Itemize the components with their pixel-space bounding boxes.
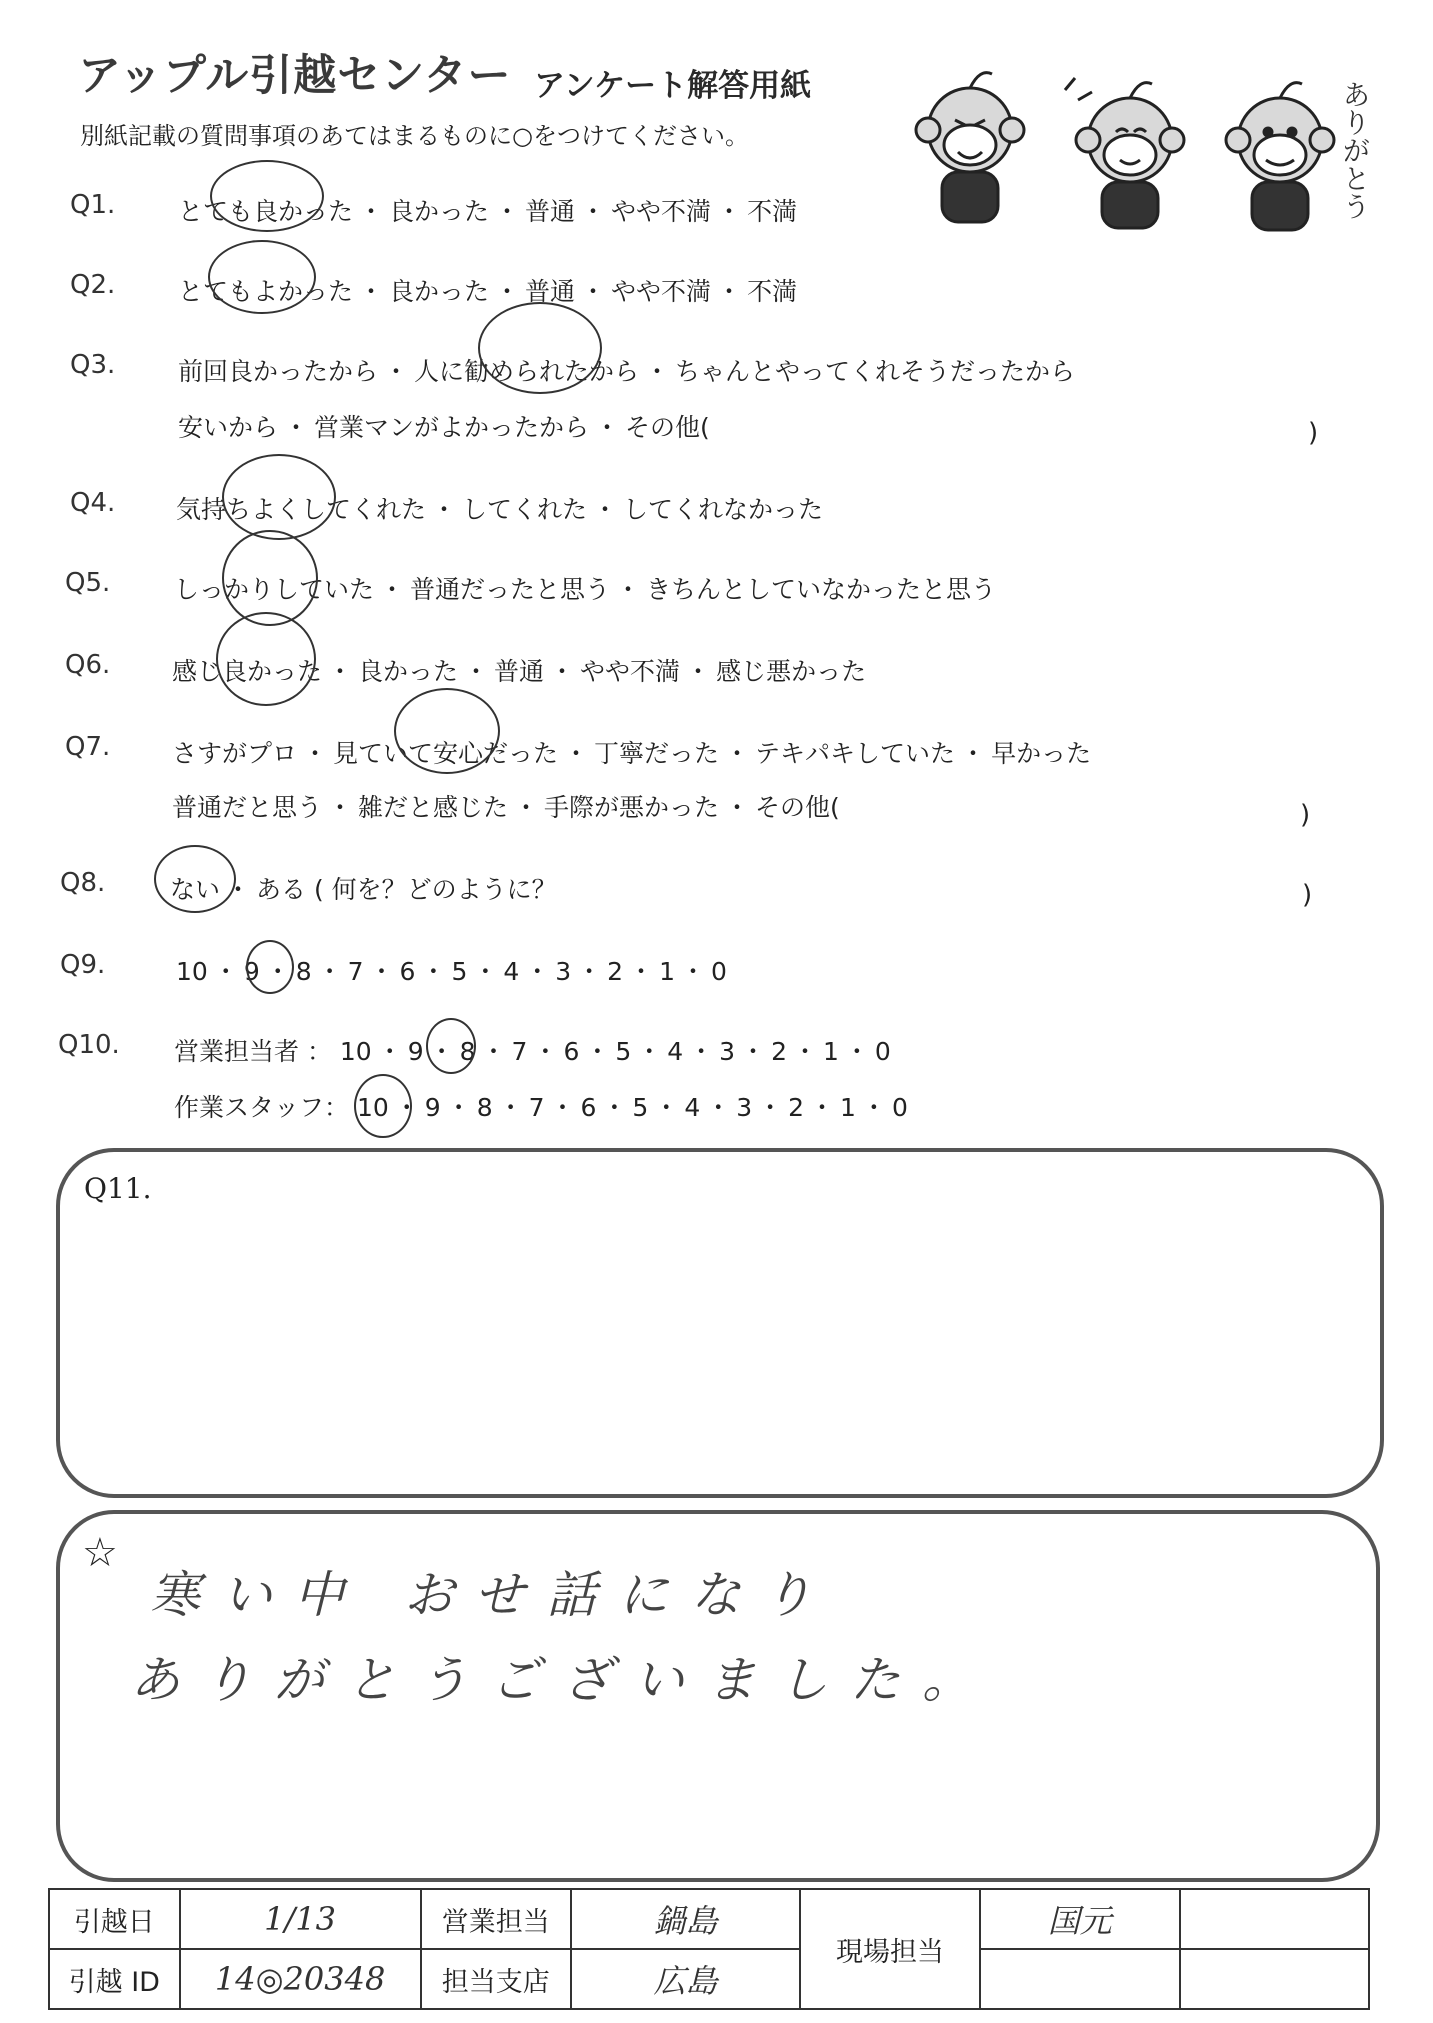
q8-close-paren: ) <box>1302 880 1313 910</box>
scale-9[interactable]: 9 <box>243 957 260 986</box>
q9-label: Q9. <box>60 950 106 980</box>
monkey-mascots-illustration <box>900 60 1380 250</box>
option[interactable]: きちんとしていなかったと思う <box>646 575 997 604</box>
q8-label: Q8. <box>60 868 106 898</box>
form-subtitle: アンケート解答用紙 <box>534 68 812 104</box>
option[interactable]: やや不満 <box>580 657 681 686</box>
move-id-value[interactable]: 14◎20348 <box>180 1949 421 2009</box>
q11-label: Q11. <box>84 1172 152 1205</box>
site-rep-value[interactable]: 国元 <box>980 1889 1180 1949</box>
option[interactable]: とてもよかった <box>178 277 354 306</box>
q8-options: ない ・ ある ( 何を？どのように？ <box>170 875 557 904</box>
comment-line-2: ありがとうございました。 <box>130 1651 994 1709</box>
option[interactable]: ない <box>170 875 221 904</box>
scale-8[interactable]: 8 <box>476 1093 493 1122</box>
option[interactable]: 感じ良かった <box>172 657 323 686</box>
option[interactable]: 人に勧められたから <box>414 357 640 386</box>
scale-0[interactable]: 0 <box>891 1093 908 1122</box>
star-icon: ☆ <box>82 1530 118 1576</box>
q7-label: Q7. <box>65 732 111 762</box>
option[interactable]: しっかりしていた <box>174 575 375 604</box>
option[interactable]: 良かった <box>358 657 459 686</box>
q7-selected-circle <box>394 688 500 774</box>
q9-selected-circle <box>243 940 294 994</box>
q1-label: Q1. <box>70 190 116 220</box>
option[interactable]: 気持ちよくしてくれた <box>176 495 427 524</box>
q3-selected-circle <box>478 302 602 394</box>
branch-value[interactable]: 広島 <box>571 1949 800 2009</box>
option[interactable]: 丁寧だった <box>594 739 720 768</box>
scale-10[interactable]: 10 <box>356 1093 389 1122</box>
q10-sales-selected-circle <box>426 1018 476 1074</box>
option[interactable]: 良かった <box>389 277 490 306</box>
option[interactable]: 早かった <box>991 739 1092 768</box>
option[interactable]: 不満 <box>747 277 798 306</box>
option[interactable]: 雑だと感じた <box>358 793 509 822</box>
q7-options-row2: 普通だと思う ・ 雑だと感じた ・ 手際が悪かった ・ その他( <box>172 793 840 822</box>
q10-staff-selected-circle <box>354 1074 412 1138</box>
scale-6[interactable]: 6 <box>580 1093 597 1122</box>
option[interactable]: 良かった <box>389 197 490 226</box>
q1-options: とても良かった ・ 良かった ・ 普通 ・ やや不満 ・ 不満 <box>178 197 798 226</box>
option[interactable]: してくれなかった <box>623 495 824 524</box>
q9-scale: 10 ・ 9 ・ 8 ・ 7 ・ 6 ・ 5 ・ 4 ・ 3 ・ 2 ・ 1 ・ 0 <box>176 957 727 986</box>
scale-10[interactable]: 10 <box>176 957 208 986</box>
option[interactable]: 普通 <box>525 277 576 306</box>
q5-options: しっかりしていた ・ 普通だったと思う ・ きちんとしていなかったと思う <box>174 575 997 604</box>
option[interactable]: 普通だと思う <box>172 793 323 822</box>
scale-4[interactable]: 4 <box>667 1037 684 1066</box>
q2-label: Q2. <box>70 270 116 300</box>
move-date-label: 引越日 <box>49 1889 180 1949</box>
company-title: アップル引越センター <box>78 51 512 101</box>
site-rep-cell-3[interactable] <box>1180 1949 1369 2009</box>
q6-selected-circle <box>216 612 316 706</box>
scale-3[interactable]: 3 <box>719 1037 736 1066</box>
option[interactable]: 安いから <box>178 413 279 442</box>
option[interactable]: 見ていて安心だった <box>333 739 559 768</box>
arigatou-text: ありがとう <box>1338 80 1372 220</box>
q7-options-row1: さすがプロ ・ 見ていて安心だった ・ 丁寧だった ・ テキパキしていた ・ 早かった <box>172 739 1092 768</box>
move-date-value[interactable]: 1/13 <box>180 1889 421 1949</box>
site-rep-extra-cell[interactable] <box>1180 1889 1369 1949</box>
scale-0[interactable]: 0 <box>874 1037 891 1066</box>
option[interactable]: とても良かった <box>178 197 354 226</box>
option[interactable]: さすがプロ <box>172 739 298 768</box>
scale-6[interactable]: 6 <box>563 1037 580 1066</box>
scale-4[interactable]: 4 <box>684 1093 701 1122</box>
option[interactable]: 普通 <box>525 197 576 226</box>
scale-9[interactable]: 9 <box>424 1093 441 1122</box>
q6-label: Q6. <box>65 650 111 680</box>
scale-4[interactable]: 4 <box>503 957 520 986</box>
sales-staff-label: 営業担当者 ： <box>174 1037 332 1066</box>
q3-label: Q3. <box>70 350 116 380</box>
work-staff-label: 作業スタッフ： <box>174 1093 350 1122</box>
q10-label: Q10. <box>58 1030 120 1060</box>
option[interactable]: 営業マンがよかったから <box>314 413 590 442</box>
sales-rep-value[interactable]: 鍋島 <box>571 1889 800 1949</box>
site-rep-label: 現場担当 <box>800 1889 980 2009</box>
scale-7[interactable]: 7 <box>528 1093 545 1122</box>
scale-7[interactable]: 7 <box>511 1037 528 1066</box>
option[interactable]: ある ( 何を？どのように？ <box>256 875 557 904</box>
scale-0[interactable]: 0 <box>710 957 727 986</box>
q2-options: とてもよかった ・ 良かった ・ 普通 ・ やや不満 ・ 不満 <box>178 277 798 306</box>
move-id-label: 引越 ID <box>49 1949 180 2009</box>
option[interactable]: 感じ悪かった <box>716 657 867 686</box>
scale-6[interactable]: 6 <box>399 957 416 986</box>
scale-8[interactable]: 8 <box>295 957 312 986</box>
option[interactable]: その他( <box>755 793 840 822</box>
option[interactable]: やや不満 <box>611 197 712 226</box>
scale-2[interactable]: 2 <box>607 957 624 986</box>
branch-label: 担当支店 <box>421 1949 571 2009</box>
option[interactable]: ちゃんとやってくれそうだったから <box>675 357 1076 386</box>
q1-selected-circle <box>210 160 324 232</box>
scale-5[interactable]: 5 <box>632 1093 649 1122</box>
sales-rep-label: 営業担当 <box>421 1889 571 1949</box>
scale-1[interactable]: 1 <box>659 957 675 986</box>
option[interactable]: 手際が悪かった <box>544 793 720 822</box>
option[interactable]: 不満 <box>747 197 798 226</box>
comment-line-1: 寒い中 おせ話になり <box>150 1566 835 1624</box>
scale-3[interactable]: 3 <box>555 957 572 986</box>
scale-2[interactable]: 2 <box>788 1093 805 1122</box>
option[interactable]: テキパキしていた <box>755 739 956 768</box>
q8-selected-circle <box>154 845 236 913</box>
option[interactable]: その他( <box>625 413 710 442</box>
scale-9[interactable]: 9 <box>407 1037 424 1066</box>
q10-staff-row: 作業スタッフ： 10 ・ 9 ・ 8 ・ 7 ・ 6 ・ 5 ・ 4 ・ 3 ・ 2 ・ 1 ・ 0 <box>174 1093 908 1122</box>
option[interactable]: してくれた <box>462 495 588 524</box>
q11-answer-box[interactable] <box>56 1148 1384 1498</box>
q3-options-row2: 安いから ・ 営業マンがよかったから ・ その他( <box>178 413 710 442</box>
scale-5[interactable]: 5 <box>451 957 468 986</box>
q3-close-paren: ) <box>1308 418 1319 448</box>
scale-5[interactable]: 5 <box>615 1037 632 1066</box>
site-rep-cell-2[interactable] <box>980 1949 1180 2009</box>
q3-options-row1: 前回良かったから ・ 人に勧められたから ・ ちゃんとやってくれそうだったから <box>178 357 1076 386</box>
scale-1[interactable]: 1 <box>822 1037 839 1066</box>
q4-options: 気持ちよくしてくれた ・ してくれた ・ してくれなかった <box>176 495 824 524</box>
scale-1[interactable]: 1 <box>840 1093 856 1122</box>
q4-label: Q4. <box>70 488 116 518</box>
option[interactable]: 普通 <box>494 657 545 686</box>
option[interactable]: やや不満 <box>611 277 712 306</box>
move-info-table <box>48 1888 1370 2010</box>
q5-label: Q5. <box>65 568 111 598</box>
q6-options: 感じ良かった ・ 良かった ・ 普通 ・ やや不満 ・ 感じ悪かった <box>172 657 867 686</box>
scale-10[interactable]: 10 <box>339 1037 372 1066</box>
scale-7[interactable]: 7 <box>347 957 364 986</box>
q10-sales-row: 営業担当者 ： 10 ・ 9 ・ 8 ・ 7 ・ 6 ・ 5 ・ 4 ・ 3 ・ 2 ・ 1 ・ 0 <box>174 1037 891 1066</box>
q7-close-paren: ) <box>1300 800 1311 830</box>
instruction-text: 別紙記載の質問事項のあてはまるものに○をつけてください。 <box>80 122 749 150</box>
scale-8[interactable]: 8 <box>459 1037 476 1066</box>
q4-selected-circle <box>222 454 336 540</box>
scale-2[interactable]: 2 <box>771 1037 787 1066</box>
option[interactable]: 普通だったと思う <box>410 575 611 604</box>
q2-selected-circle <box>208 240 316 314</box>
scale-3[interactable]: 3 <box>736 1093 753 1122</box>
option[interactable]: 前回良かったから <box>178 357 379 386</box>
